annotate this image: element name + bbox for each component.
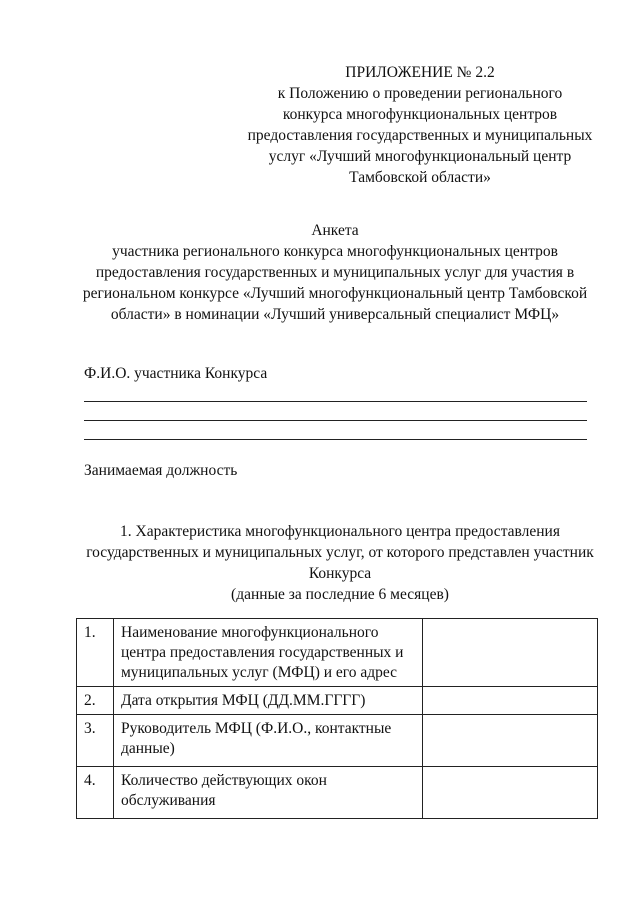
mfc-info-table [76,618,598,819]
row-number: 4. [77,767,114,819]
row-value-cell[interactable] [423,687,598,715]
row-value-cell[interactable] [423,767,598,819]
form-title [70,220,600,325]
section-heading [80,521,600,605]
row-label [114,619,423,687]
row-label-line: данные) [121,740,175,757]
form-title-line: региональном конкурсе «Лучший многофункциональный центр Тамбовской [82,285,588,302]
row-label-line: Руководитель МФЦ (Ф.И.О., контактные [121,720,392,737]
row-value-cell[interactable] [423,715,598,767]
row-number: 3. [77,715,114,767]
row-label-line: обслуживания [121,792,216,809]
row-label-line: центра предоставления государственных и [121,644,404,661]
table-row [77,687,598,715]
appendix-line: предоставления государственных и муниципальных [247,127,593,144]
section-heading-line: 1. Характеристика многофункционального центра предоставления [120,523,560,540]
appendix-line: ПРИЛОЖЕНИЕ № 2.2 [345,64,495,81]
table-row [77,715,598,767]
form-title-line: области» в номинации «Лучший универсальный специалист МФЦ» [110,306,560,323]
appendix-line: к Положению о проведении регионального [277,85,563,102]
row-label [114,767,423,819]
row-value-cell[interactable] [423,619,598,687]
fio-fill-line[interactable] [84,401,587,402]
section-heading-line: (данные за последние 6 месяцев) [231,586,449,603]
row-label-line: Наименование многофункционального [121,624,379,641]
form-title-line: участника регионального конкурса многофункциональных центров [112,243,558,260]
row-label [114,687,423,715]
row-label-line: Количество действующих окон [121,772,327,789]
form-title-line: предоставления государственных и муниципальных услуг для участия в [95,264,575,281]
row-label-line: муниципальных услуг (МФЦ) и его адрес [121,664,398,681]
appendix-line: Тамбовской области» [349,169,491,186]
table-row [77,767,598,819]
fio-label: Ф.И.О. участника Конкурса [84,365,268,382]
appendix-line: конкурса многофункциональных центров [282,106,558,123]
fio-fill-line[interactable] [84,420,587,421]
row-number: 1. [77,619,114,687]
appendix-line: услуг «Лучший многофункциональный центр [268,148,572,165]
section-heading-line: Конкурса [308,565,372,582]
row-number: 2. [77,687,114,715]
fio-fill-line[interactable] [84,439,587,440]
table-row [77,619,598,687]
row-label [114,715,423,767]
section-heading-line: государственных и муниципальных услуг, от которого представлен участник [86,544,594,561]
position-label: Занимаемая должность [84,462,238,479]
appendix-header [240,62,600,188]
row-label-line: Дата открытия МФЦ (ДД.ММ.ГГГГ) [121,692,366,709]
form-title-line: Анкета [311,222,359,239]
